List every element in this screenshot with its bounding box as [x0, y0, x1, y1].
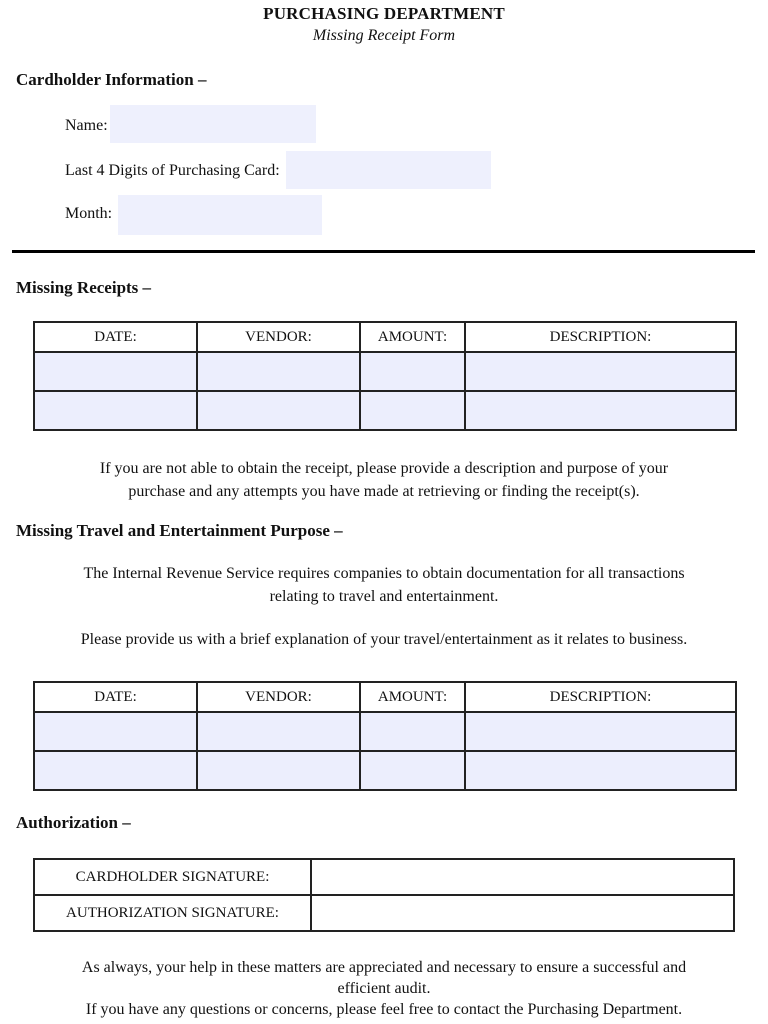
- vendor-cell[interactable]: [197, 352, 360, 391]
- footer-line: If you have any questions or concerns, please feel free to contact the Purchasing Department.: [85, 1001, 683, 1018]
- travel-table: [33, 681, 737, 791]
- irs-note-line: The Internal Revenue Service requires companies to obtain documentation for all transactions: [83, 565, 685, 582]
- vendor-cell[interactable]: [197, 391, 360, 430]
- col-date: DATE:: [34, 682, 197, 712]
- footer-line: As always, your help in these matters are appreciated and necessary to ensure a successful and: [81, 959, 687, 976]
- irs-note-line: relating to travel and entertainment.: [269, 588, 499, 605]
- missing-receipts-table: [33, 321, 737, 431]
- col-vendor: VENDOR:: [197, 682, 360, 712]
- table-row: [34, 352, 736, 391]
- table-row: [34, 712, 736, 751]
- table-row: [34, 391, 736, 430]
- table-row: [34, 751, 736, 790]
- month-field[interactable]: [118, 195, 322, 235]
- date-cell[interactable]: [34, 352, 197, 391]
- authorization-heading: Authorization –: [16, 813, 131, 832]
- col-date: DATE:: [34, 322, 197, 352]
- cardholder-heading: Cardholder Information –: [16, 70, 207, 89]
- description-cell[interactable]: [465, 352, 736, 391]
- cardholder-signature-label: CARDHOLDER SIGNATURE:: [34, 859, 311, 895]
- authorization-signature-field[interactable]: [311, 895, 734, 931]
- name-field[interactable]: [110, 105, 316, 143]
- card-digits-label: Last 4 Digits of Purchasing Card:: [65, 162, 280, 179]
- amount-cell[interactable]: [360, 712, 465, 751]
- col-description: DESCRIPTION:: [465, 322, 736, 352]
- date-cell[interactable]: [34, 751, 197, 790]
- cardholder-signature-field[interactable]: [311, 859, 734, 895]
- explain-note: Please provide us with a brief explanation of your travel/entertainment as it relates to business.: [80, 631, 688, 648]
- travel-heading: Missing Travel and Entertainment Purpose –: [16, 521, 343, 540]
- date-cell[interactable]: [34, 391, 197, 430]
- table-header-row: [34, 682, 736, 712]
- table-row: [34, 895, 734, 931]
- col-description: DESCRIPTION:: [465, 682, 736, 712]
- description-cell[interactable]: [465, 751, 736, 790]
- col-amount: AMOUNT:: [360, 682, 465, 712]
- form-title: Missing Receipt Form: [312, 27, 456, 44]
- table-row: [34, 859, 734, 895]
- department-title: PURCHASING DEPARTMENT: [263, 4, 505, 23]
- vendor-cell[interactable]: [197, 751, 360, 790]
- date-cell[interactable]: [34, 712, 197, 751]
- footer-line: efficient audit.: [337, 980, 431, 997]
- irs-note: [40, 562, 728, 608]
- col-vendor: VENDOR:: [197, 322, 360, 352]
- footer-note: [40, 957, 728, 1020]
- missing-receipts-heading: Missing Receipts –: [16, 278, 152, 297]
- authorization-signature-label: AUTHORIZATION SIGNATURE:: [34, 895, 311, 931]
- receipt-note-line: If you are not able to obtain the receipt, please provide a description and purpose of your: [99, 460, 669, 477]
- section-divider: [12, 250, 755, 253]
- receipt-note-line: purchase and any attempts you have made at retrieving or finding the receipt(s).: [128, 483, 640, 500]
- amount-cell[interactable]: [360, 751, 465, 790]
- card-digits-field[interactable]: [286, 151, 491, 189]
- name-label: Name:: [65, 117, 108, 134]
- receipt-note: [40, 457, 728, 503]
- vendor-cell[interactable]: [197, 712, 360, 751]
- description-cell[interactable]: [465, 712, 736, 751]
- amount-cell[interactable]: [360, 352, 465, 391]
- description-cell[interactable]: [465, 391, 736, 430]
- col-amount: AMOUNT:: [360, 322, 465, 352]
- amount-cell[interactable]: [360, 391, 465, 430]
- table-header-row: [34, 322, 736, 352]
- authorization-table: [33, 858, 735, 932]
- month-label: Month:: [65, 205, 113, 222]
